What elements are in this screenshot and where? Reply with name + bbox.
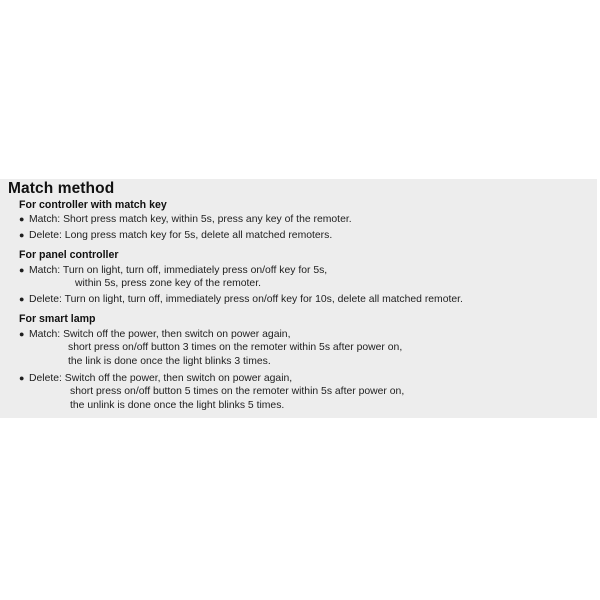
bullet-icon: ● — [19, 230, 25, 240]
list-item-continuation: within 5s, press zone key of the remoter. — [75, 278, 261, 289]
bullet-icon: ● — [19, 265, 25, 275]
section-heading-smart-lamp: For smart lamp — [19, 313, 96, 325]
bullet-icon: ● — [19, 373, 25, 383]
bullet-icon: ● — [19, 294, 25, 304]
page-title: Match method — [8, 180, 115, 197]
list-item-continuation: short press on/off button 5 times on the remoter within 5s after power on, — [70, 386, 405, 397]
section-heading-panel-controller: For panel controller — [19, 249, 119, 261]
bullet-icon: ● — [19, 329, 25, 339]
match-method-panel — [0, 179, 597, 418]
section-heading-controller-match-key: For controller with match key — [19, 199, 167, 211]
list-item-continuation: the link is done once the light blinks 3 times. — [68, 356, 271, 367]
list-item: ● Delete: Turn on light, turn off, immediately press on/off key for 10s, delete all matched remoter. — [19, 294, 463, 305]
list-item-continuation: short press on/off button 3 times on the remoter within 5s after power on, — [68, 342, 403, 353]
list-item-continuation: the unlink is done once the light blinks 5 times. — [70, 400, 285, 411]
bullet-icon: ● — [19, 214, 25, 224]
list-item: ● Match: Switch off the power, then switch on power again, — [19, 329, 291, 340]
list-item: ● Match: Turn on light, turn off, immediately press on/off key for 5s, — [19, 265, 328, 276]
list-item: ● Delete: Switch off the power, then switch on power again, — [19, 373, 293, 384]
list-item: ● Match: Short press match key, within 5s, press any key of the remoter. — [19, 214, 352, 225]
list-item: ● Delete: Long press match key for 5s, delete all matched remoters. — [19, 230, 333, 241]
